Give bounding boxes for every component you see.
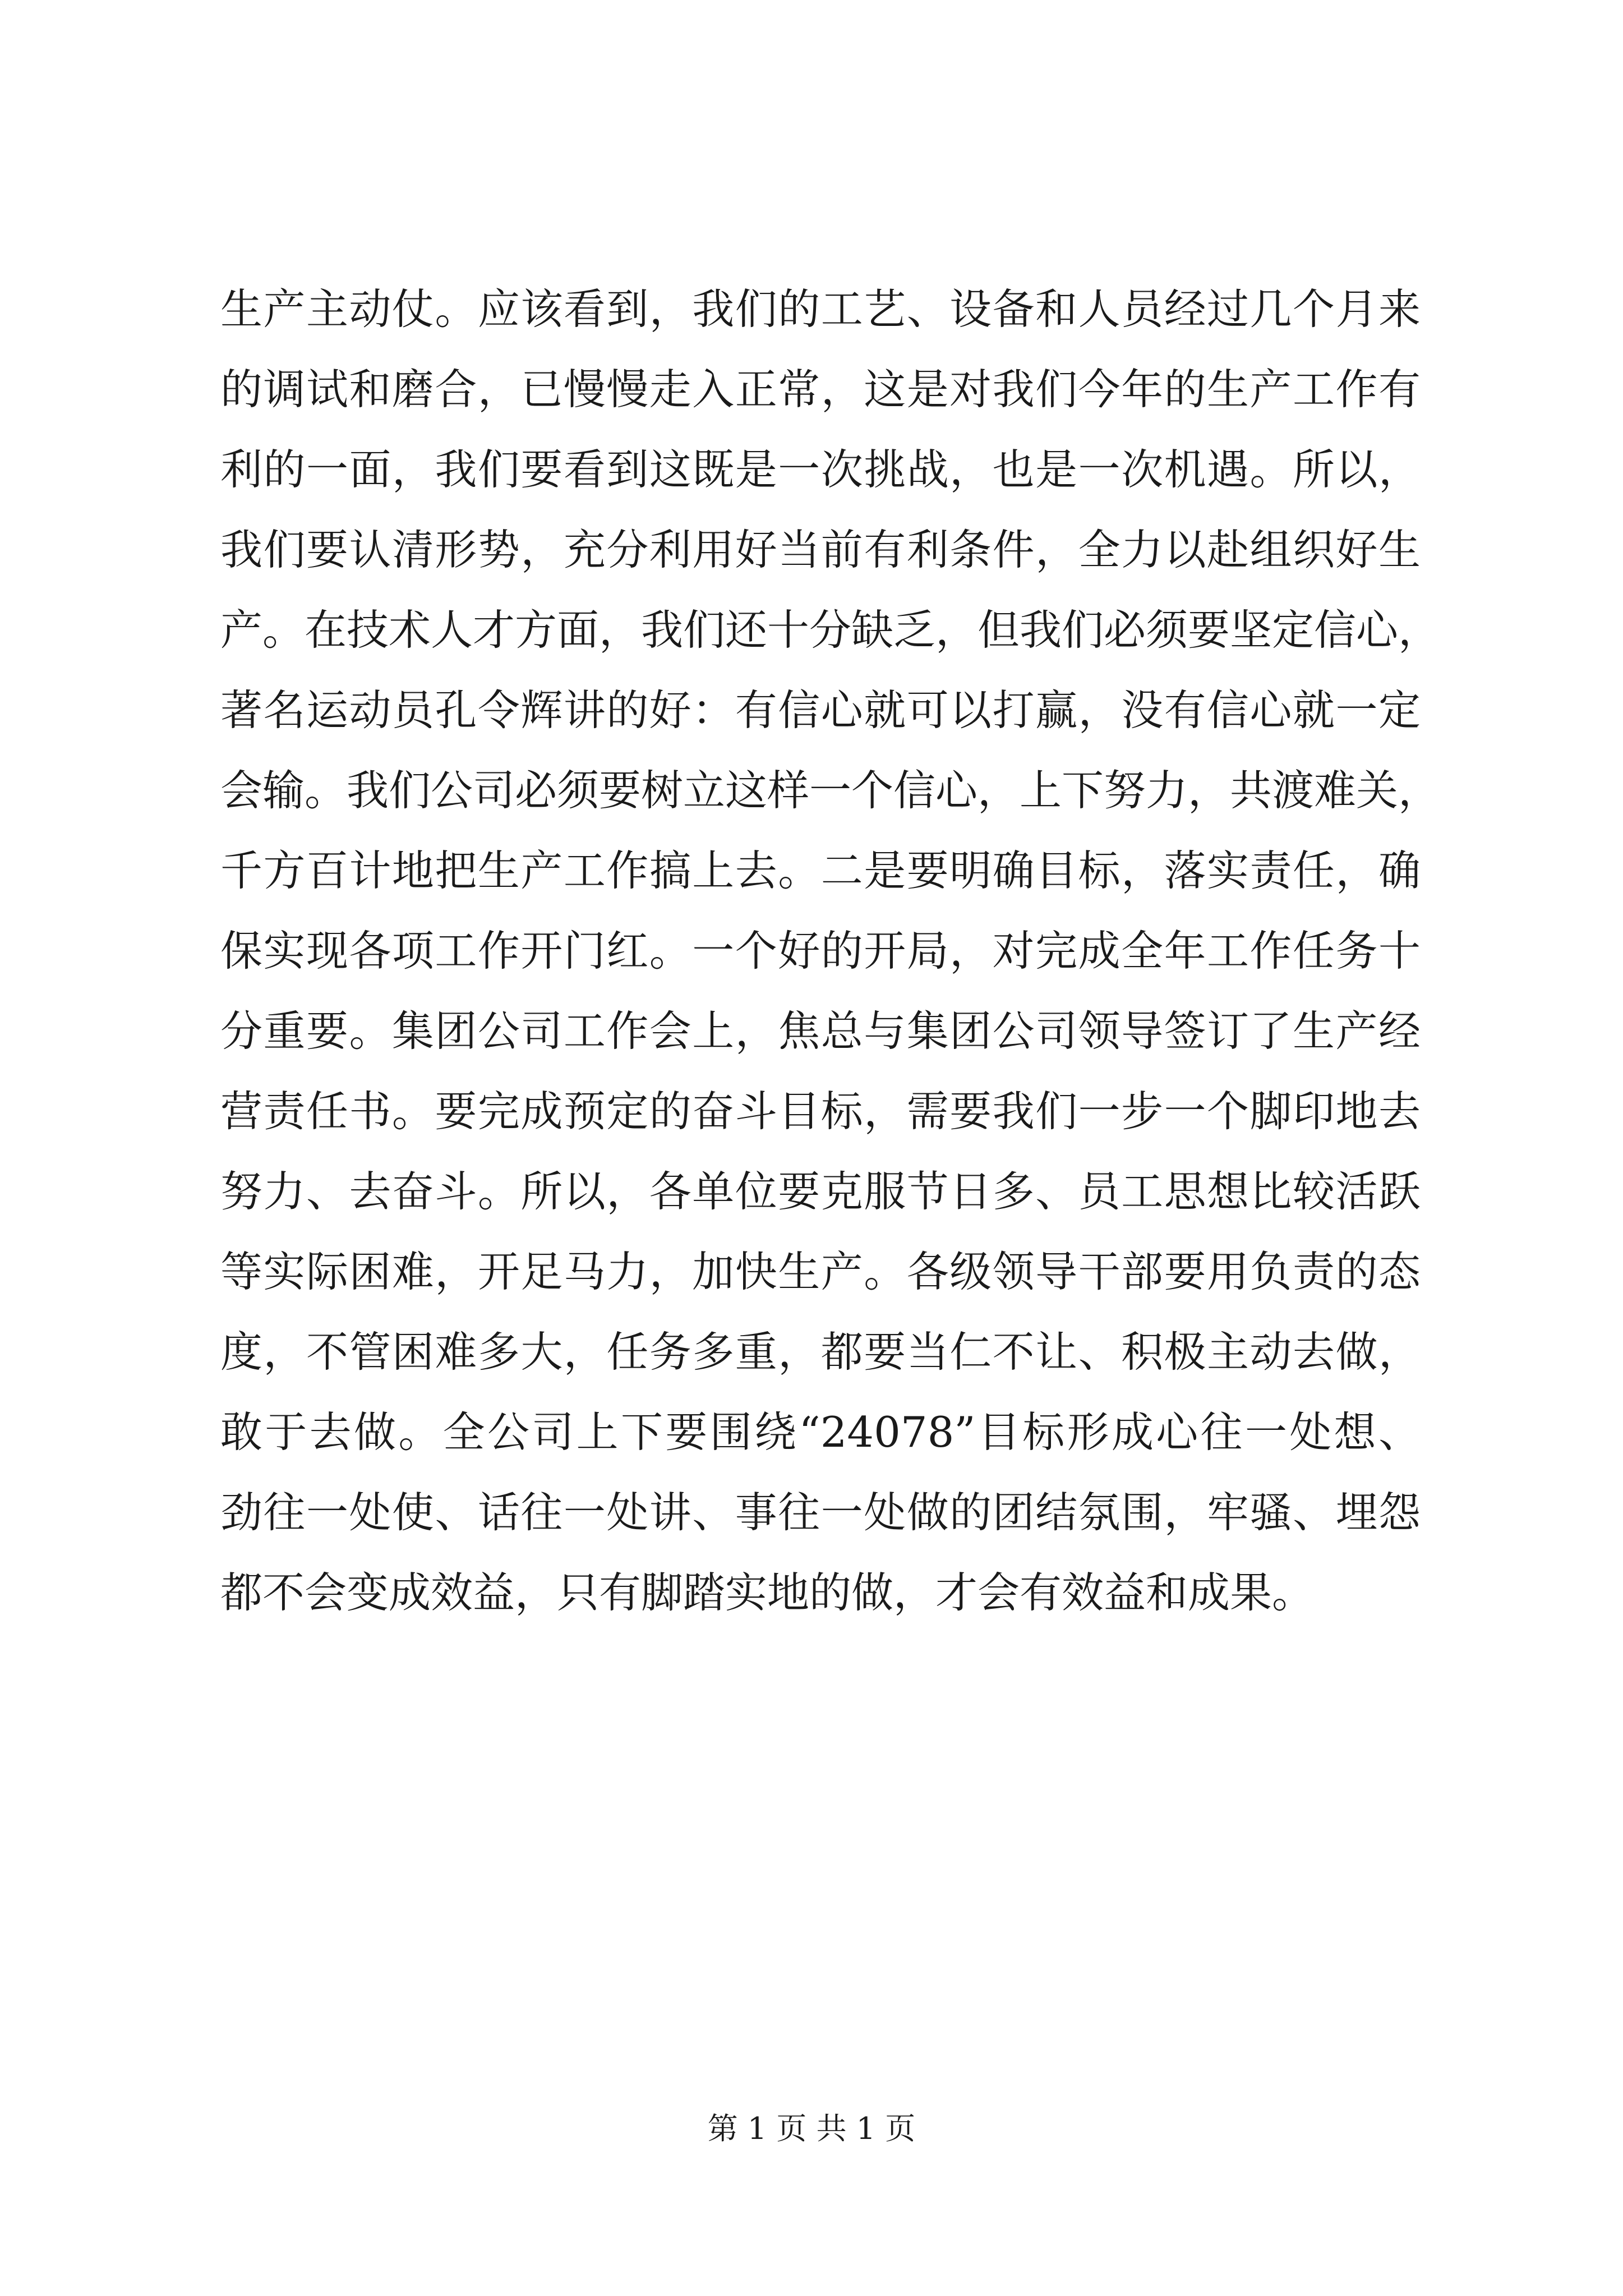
page-footer [0, 2109, 1623, 2148]
text-line: 努力、去奋斗。所以，各单位要克服节日多、员工思想比较活跃 [220, 1167, 1421, 1216]
text-line: 会输。我们公司必须要树立这样一个信心，上下努力，共渡难关， [220, 766, 1441, 815]
text-line: 著名运动员孔令辉讲的好：有信心就可以打赢，没有信心就一定 [220, 685, 1421, 735]
text-line: 千方百计地把生产工作搞上去。二是要明确目标，落实责任，确 [220, 846, 1421, 895]
text-line: 营责任书。要完成预定的奋斗目标，需要我们一步一个脚印地去 [220, 1087, 1421, 1136]
text-line: 我们要认清形势，充分利用好当前有利条件，全力以赴组织好生 [220, 525, 1421, 574]
body-text [220, 269, 1441, 1633]
text-line: 分重要。集团公司工作会上，焦总与集团公司领导签订了生产经 [220, 1006, 1421, 1056]
text-line: 的调试和磨合，已慢慢走入正常，这是对我们今年的生产工作有 [220, 365, 1421, 414]
text-line: 都不会变成效益，只有脚踏实地的做，才会有效益和成果。 [220, 1568, 1315, 1617]
page-number: 第 1 页 共 1 页 [707, 2111, 916, 2146]
text-line: 等实际困难，开足马力，加快生产。各级领导干部要用负责的态 [220, 1247, 1421, 1296]
text-line: 生产主动仗。应该看到，我们的工艺、设备和人员经过几个月来 [220, 284, 1421, 334]
text-line: 敢于去做。全公司上下要围绕“24078”目标形成心往一处想、 [220, 1407, 1421, 1457]
text-line: 利的一面，我们要看到这既是一次挑战，也是一次机遇。所以， [220, 445, 1421, 494]
text-line: 劲往一处使、话往一处讲、事往一处做的团结氛围，牢骚、埋怨 [220, 1488, 1421, 1537]
text-line: 产。在技术人才方面，我们还十分缺乏，但我们必须要坚定信心， [220, 605, 1441, 655]
text-line: 保实现各项工作开门红。一个好的开局，对完成全年工作任务十 [220, 926, 1421, 976]
text-line: 度，不管困难多大，任务多重，都要当仁不让、积极主动去做， [220, 1327, 1421, 1377]
